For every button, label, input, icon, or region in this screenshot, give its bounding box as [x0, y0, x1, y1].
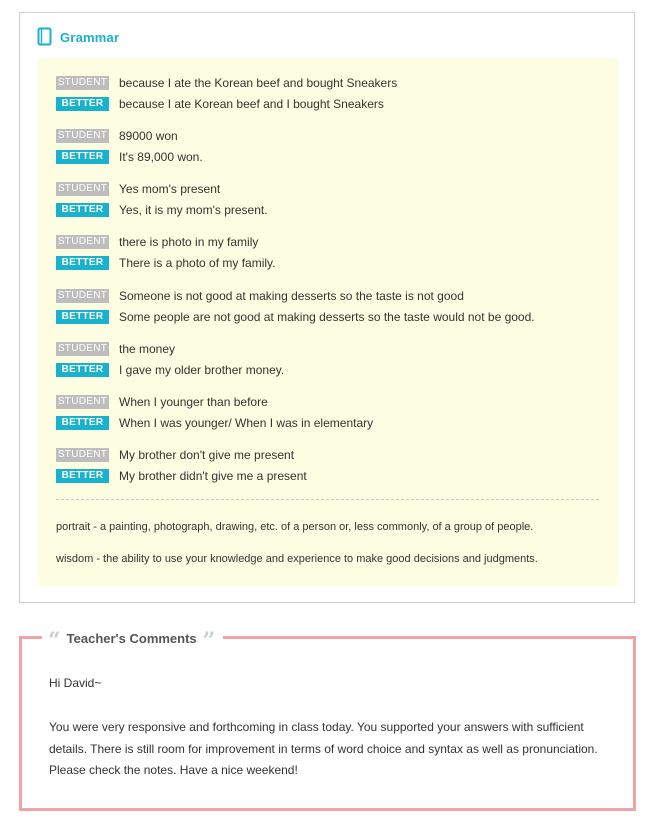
better-badge: BETTER — [56, 363, 109, 377]
better-row — [56, 465, 307, 486]
student-sentence: Yes mom's present — [119, 181, 221, 196]
teacher-comments-title: Teacher's Comments — [66, 630, 197, 646]
student-row — [56, 338, 284, 359]
student-badge: STUDENT — [57, 129, 108, 141]
correction-pair — [56, 444, 307, 486]
correction-pair — [56, 391, 373, 433]
student-sentence: the money — [119, 341, 176, 356]
better-sentence: Yes, it is my mom's present. — [119, 202, 268, 217]
vocabulary-note: portrait - a painting, photograph, drawing, etc. of a person or, less commonly, of a group of people. — [56, 521, 534, 533]
student-sentence: 89000 won — [119, 128, 178, 143]
grammar-corrections-box — [38, 58, 618, 586]
correction-pair — [56, 285, 535, 327]
student-badge: STUDENT — [57, 342, 108, 354]
close-quote-icon: ” — [202, 628, 216, 654]
grammar-panel — [19, 12, 635, 603]
comment-greeting: Hi David~ — [49, 676, 102, 690]
correction-pair — [56, 231, 276, 273]
better-row — [56, 199, 268, 220]
student-sentence: there is photo in my family — [119, 234, 259, 249]
better-row — [56, 93, 397, 114]
better-badge: BETTER — [56, 203, 109, 217]
student-badge: STUDENT — [57, 76, 108, 88]
better-badge: BETTER — [56, 256, 109, 270]
better-sentence: because I ate Korean beef and I bought Sneakers — [119, 96, 384, 111]
teacher-comments-panel — [19, 628, 636, 811]
student-sentence: because I ate the Korean beef and bought Sneakers — [119, 75, 398, 90]
student-badge: STUDENT — [57, 289, 108, 301]
comment-body: You were very responsive and forthcoming in class today. You supported your answers with sufficient details. There is still room for improvement in terms of word choice and syntax as well as pronunciation. Please check the notes. Have a nice weekend! — [49, 720, 598, 777]
better-badge: BETTER — [56, 469, 109, 483]
student-row — [56, 391, 373, 412]
better-row — [56, 412, 373, 433]
better-row — [56, 306, 535, 327]
better-sentence: When I was younger/ When I was in elementary — [119, 415, 374, 430]
better-sentence: Some people are not good at making desserts so the taste would not be good. — [119, 309, 535, 324]
correction-pair — [56, 72, 397, 114]
student-row — [56, 231, 276, 252]
student-row — [56, 72, 397, 93]
student-sentence: Someone is not good at making desserts so the taste is not good — [119, 288, 464, 303]
student-row — [56, 444, 307, 465]
student-row — [56, 178, 268, 199]
grammar-title: Grammar — [60, 29, 120, 45]
student-row — [56, 285, 535, 306]
grammar-header — [37, 26, 119, 48]
better-row — [56, 252, 276, 273]
better-sentence: I gave my older brother money. — [119, 362, 285, 377]
correction-pair — [56, 338, 284, 380]
better-badge: BETTER — [56, 310, 109, 324]
teacher-comments-header — [42, 627, 223, 654]
correction-pair — [56, 178, 268, 220]
student-badge: STUDENT — [57, 395, 108, 407]
better-row — [56, 359, 284, 380]
student-sentence: When I younger than before — [119, 394, 268, 409]
student-badge: STUDENT — [57, 182, 108, 194]
better-badge: BETTER — [56, 150, 109, 164]
dotted-divider — [56, 499, 599, 500]
better-sentence: My brother didn't give me a present — [119, 468, 307, 483]
better-sentence: There is a photo of my family. — [119, 255, 276, 270]
student-badge: STUDENT — [57, 235, 108, 247]
open-quote-icon: “ — [48, 628, 61, 654]
better-badge: BETTER — [56, 416, 109, 430]
better-sentence: It's 89,000 won. — [119, 149, 203, 164]
student-sentence: My brother don't give me present — [119, 447, 295, 462]
correction-pair — [56, 125, 203, 167]
student-badge: STUDENT — [57, 448, 108, 460]
better-row — [56, 146, 203, 167]
vocabulary-note: wisdom - the ability to use your knowledge and experience to make good decisions and judgments. — [56, 553, 538, 565]
book-icon — [37, 27, 53, 47]
better-badge: BETTER — [56, 97, 109, 111]
student-row — [56, 125, 203, 146]
